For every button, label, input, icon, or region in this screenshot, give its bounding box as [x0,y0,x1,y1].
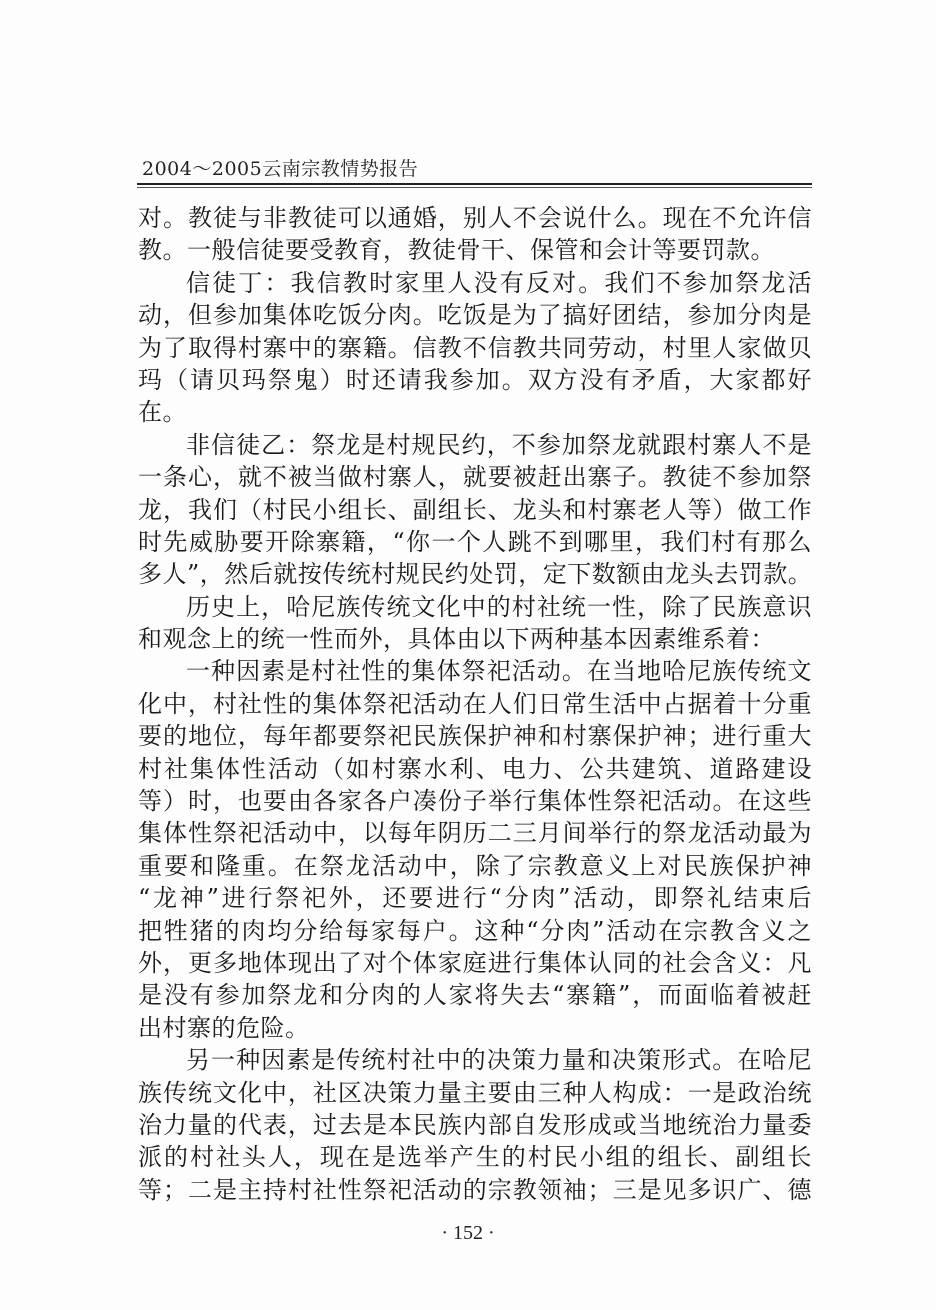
text-line: 村社集体性活动（如村寨水利、电力、公共建筑、道路建设 [138,754,812,783]
text-line: 龙，我们（村民小组长、副组长、龙头和村寨老人等）做工作 [138,495,812,524]
text-line: 一种因素是村社性的集体祭祀活动。在当地哈尼族传统文 [186,657,812,686]
text-line: 等）时，也要由各家各户凑份子举行集体性祭祀活动。在这些 [138,787,812,816]
text-line: 另一种因素是传统村社中的决策力量和决策形式。在哈尼 [186,1046,812,1075]
text-line: “龙神”进行祭祀外，还要进行“分肉”活动，即祭礼结束后 [138,884,812,913]
text-line: 派的村社头人，现在是选举产生的村民小组的组长、副组长 [138,1143,812,1172]
text-line: 非信徒乙：祭龙是村规民约，不参加祭龙就跟村寨人不是 [186,430,812,459]
text-line: 在。 [138,398,187,427]
text-line: 要的地位，每年都要祭祀民族保护神和村寨保护神；进行重大 [138,722,812,751]
text-line: 化中，村社性的集体祭祀活动在人们日常生活中占据着十分重 [138,689,812,718]
body-text [138,202,812,1206]
text-line: 和观念上的统一性而外，具体由以下两种基本因素维系着： [138,625,775,654]
text-line: 族传统文化中，社区决策力量主要由三种人构成：一是政治统 [138,1078,812,1107]
text-line: 信徒丁：我信教时家里人没有反对。我们不参加祭龙活 [186,268,812,297]
text-line: 为了取得村寨中的寨籍。信教不信教共同劳动，村里人家做贝 [138,333,812,362]
text-line: 历史上，哈尼族传统文化中的村社统一性，除了民族意识 [186,592,812,621]
text-line: 玛（请贝玛祭鬼）时还请我参加。双方没有矛盾，大家都好 [138,365,812,394]
text-line: 一条心，就不被当做村寨人，就要被赶出寨子。教徒不参加祭 [138,463,812,492]
text-line: 集体性祭祀活动中，以每年阴历二三月间举行的祭龙活动最为 [138,819,812,848]
text-line: 出村寨的危险。 [138,1013,310,1042]
text-line: 等；二是主持村社性祭祀活动的宗教领袖；三是见多识广、德 [138,1175,812,1204]
running-head: 2004～2005云南宗教情势报告 [142,158,419,180]
text-line: 治力量的代表，过去是本民族内部自发形成或当地统治力量委 [138,1110,812,1139]
text-line: 教。一般信徒要受教育，教徒骨干、保管和会计等要罚款。 [138,236,775,265]
text-line: 外，更多地体现出了对个体家庭进行集体认同的社会含义：凡 [138,948,812,977]
text-line: 把牲猪的肉均分给每家每户。这种“分肉”活动在宗教含义之 [138,916,812,945]
text-line: 是没有参加祭龙和分肉的人家将失去“寨籍”，而面临着被赶 [138,981,812,1010]
page-number: · 152 · [441,1222,495,1244]
text-line: 时先威胁要开除寨籍，“你一个人跳不到哪里，我们村有那么 [138,527,812,556]
text-line: 重要和隆重。在祭龙活动中，除了宗教意义上对民族保护神 [138,851,812,880]
text-line: 对。教徒与非教徒可以通婚，别人不会说什么。现在不允许信 [138,204,812,232]
text-line: 动，但参加集体吃饭分肉。吃饭是为了搞好团结，参加分肉是 [138,301,812,330]
header-rule [137,183,812,188]
text-line: 多人”，然后就按传统村规民约处罚，定下数额由龙头去罚款。 [138,560,813,589]
